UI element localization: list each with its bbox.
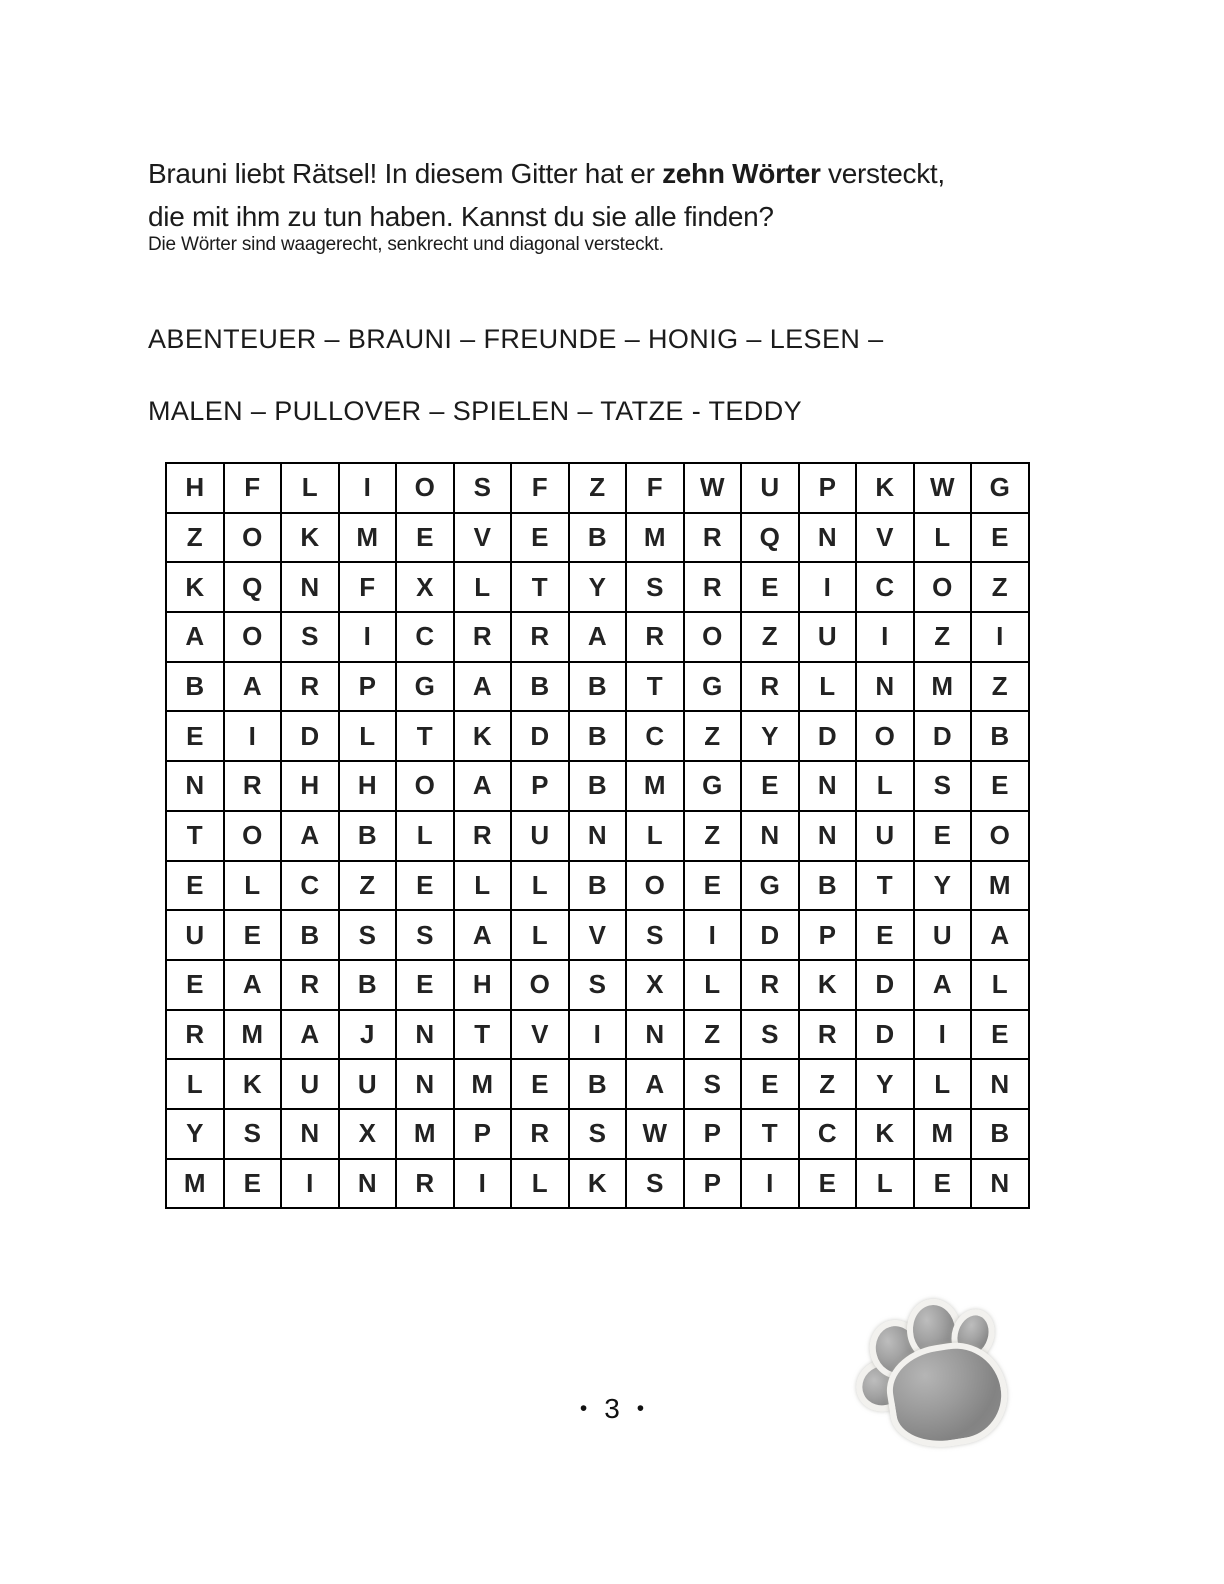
grid-cell: O	[914, 562, 972, 612]
grid-cell: L	[971, 960, 1029, 1010]
grid-cell: Z	[971, 662, 1029, 712]
grid-cell: E	[914, 811, 972, 861]
grid-cell: R	[224, 761, 282, 811]
grid-cell: N	[166, 761, 224, 811]
grid-cell: V	[856, 513, 914, 563]
grid-cell: C	[626, 711, 684, 761]
grid-cell: O	[971, 811, 1029, 861]
grid-cell: K	[224, 1059, 282, 1109]
grid-cell: C	[856, 562, 914, 612]
grid-cell: M	[914, 1109, 972, 1159]
grid-row	[166, 960, 1029, 1010]
grid-cell: K	[856, 463, 914, 513]
grid-cell: A	[224, 960, 282, 1010]
grid-cell: O	[684, 612, 742, 662]
grid-cell: R	[454, 811, 512, 861]
grid-cell: L	[454, 562, 512, 612]
grid-cell: B	[569, 662, 627, 712]
grid-cell: E	[856, 910, 914, 960]
grid-cell: Y	[914, 861, 972, 911]
grid-cell: B	[569, 1059, 627, 1109]
grid-cell: N	[799, 761, 857, 811]
grid-cell: P	[511, 761, 569, 811]
grid-row	[166, 1109, 1029, 1159]
grid-cell: N	[971, 1059, 1029, 1109]
grid-cell: O	[396, 761, 454, 811]
grid-cell: P	[339, 662, 397, 712]
grid-cell: O	[626, 861, 684, 911]
grid-cell: E	[224, 1159, 282, 1209]
grid-cell: C	[281, 861, 339, 911]
grid-cell: Y	[166, 1109, 224, 1159]
grid-cell: K	[856, 1109, 914, 1159]
grid-cell: L	[914, 513, 972, 563]
grid-cell: W	[684, 463, 742, 513]
grid-cell: J	[339, 1010, 397, 1060]
grid-cell: I	[224, 711, 282, 761]
grid-cell: N	[569, 811, 627, 861]
grid-cell: H	[281, 761, 339, 811]
grid-cell: Z	[799, 1059, 857, 1109]
grid-cell: I	[741, 1159, 799, 1209]
grid-cell: M	[339, 513, 397, 563]
grid-cell: M	[166, 1159, 224, 1209]
grid-cell: B	[511, 662, 569, 712]
intro-text-bold: zehn Wörter	[662, 158, 821, 189]
grid-cell: G	[741, 861, 799, 911]
grid-cell: N	[396, 1059, 454, 1109]
grid-cell: G	[684, 662, 742, 712]
grid-cell: Z	[741, 612, 799, 662]
grid-cell: W	[626, 1109, 684, 1159]
grid-cell: M	[224, 1010, 282, 1060]
grid-cell: E	[166, 960, 224, 1010]
grid-cell: O	[224, 612, 282, 662]
grid-cell: E	[971, 1010, 1029, 1060]
grid-cell: O	[511, 960, 569, 1010]
grid-row	[166, 463, 1029, 513]
word-search-grid	[165, 462, 1030, 1209]
grid-cell: F	[511, 463, 569, 513]
grid-cell: D	[741, 910, 799, 960]
grid-cell: P	[799, 463, 857, 513]
word-list-line-1: ABENTEUER – BRAUNI – FREUNDE – HONIG – LESEN –	[148, 324, 884, 354]
page-number: 3	[604, 1393, 620, 1424]
grid-cell: S	[454, 463, 512, 513]
grid-cell: F	[339, 562, 397, 612]
grid-cell: B	[569, 711, 627, 761]
grid-cell: W	[914, 463, 972, 513]
grid-cell: L	[396, 811, 454, 861]
grid-cell: B	[569, 861, 627, 911]
grid-row	[166, 1059, 1029, 1109]
grid-cell: I	[454, 1159, 512, 1209]
grid-cell: U	[166, 910, 224, 960]
grid-cell: Z	[684, 811, 742, 861]
grid-cell: K	[281, 513, 339, 563]
grid-cell: T	[511, 562, 569, 612]
grid-cell: L	[914, 1059, 972, 1109]
grid-cell: S	[339, 910, 397, 960]
grid-cell: I	[339, 612, 397, 662]
grid-cell: U	[799, 612, 857, 662]
grid-cell: L	[281, 463, 339, 513]
grid-cell: F	[626, 463, 684, 513]
grid-cell: N	[799, 811, 857, 861]
grid-cell: L	[511, 1159, 569, 1209]
grid-cell: O	[856, 711, 914, 761]
grid-cell: M	[396, 1109, 454, 1159]
intro-text-line2: die mit ihm zu tun haben. Kannst du sie alle finden?	[148, 201, 774, 232]
grid-cell: K	[166, 562, 224, 612]
grid-cell: U	[281, 1059, 339, 1109]
grid-cell: C	[396, 612, 454, 662]
grid-cell: P	[684, 1109, 742, 1159]
grid-cell: G	[396, 662, 454, 712]
grid-cell: E	[799, 1159, 857, 1209]
grid-cell: S	[626, 562, 684, 612]
grid-row	[166, 662, 1029, 712]
grid-cell: L	[856, 1159, 914, 1209]
grid-cell: S	[684, 1059, 742, 1109]
grid-cell: I	[971, 612, 1029, 662]
grid-cell: U	[741, 463, 799, 513]
grid-cell: I	[569, 1010, 627, 1060]
grid-cell: R	[626, 612, 684, 662]
grid-cell: B	[971, 711, 1029, 761]
grid-cell: S	[914, 761, 972, 811]
grid-cell: I	[914, 1010, 972, 1060]
grid-cell: T	[396, 711, 454, 761]
grid-cell: R	[454, 612, 512, 662]
intro-text-part2: versteckt,	[820, 158, 945, 189]
grid-cell: S	[626, 910, 684, 960]
grid-cell: A	[971, 910, 1029, 960]
grid-cell: B	[281, 910, 339, 960]
grid-cell: D	[799, 711, 857, 761]
grid-row	[166, 761, 1029, 811]
grid-cell: S	[281, 612, 339, 662]
grid-cell: Q	[741, 513, 799, 563]
grid-cell: O	[224, 811, 282, 861]
grid-cell: E	[971, 513, 1029, 563]
grid-cell: N	[741, 811, 799, 861]
grid-cell: S	[569, 1109, 627, 1159]
hint-text: Die Wörter sind waagerecht, senkrecht und diagonal versteckt.	[148, 234, 664, 255]
footer-dot-left: •	[579, 1397, 588, 1420]
grid-cell: S	[569, 960, 627, 1010]
grid-cell: K	[454, 711, 512, 761]
grid-cell: S	[224, 1109, 282, 1159]
grid-row	[166, 612, 1029, 662]
grid-cell: Z	[971, 562, 1029, 612]
grid-cell: L	[166, 1059, 224, 1109]
grid-cell: L	[224, 861, 282, 911]
grid-cell: M	[971, 861, 1029, 911]
grid-cell: N	[799, 513, 857, 563]
grid-cell: E	[741, 562, 799, 612]
grid-cell: U	[914, 910, 972, 960]
grid-cell: E	[684, 861, 742, 911]
grid-cell: M	[626, 513, 684, 563]
grid-cell: E	[511, 1059, 569, 1109]
grid-cell: E	[971, 761, 1029, 811]
grid-cell: O	[396, 463, 454, 513]
grid-cell: U	[511, 811, 569, 861]
grid-cell: G	[971, 463, 1029, 513]
grid-row	[166, 811, 1029, 861]
grid-cell: L	[856, 761, 914, 811]
grid-cell: Z	[684, 711, 742, 761]
grid-cell: X	[339, 1109, 397, 1159]
grid-cell: D	[511, 711, 569, 761]
word-search-grid-body	[166, 463, 1029, 1208]
grid-cell: R	[684, 562, 742, 612]
grid-cell: P	[454, 1109, 512, 1159]
grid-cell: K	[799, 960, 857, 1010]
grid-cell: I	[281, 1159, 339, 1209]
grid-row	[166, 711, 1029, 761]
grid-cell: B	[569, 761, 627, 811]
grid-cell: I	[799, 562, 857, 612]
grid-row	[166, 513, 1029, 563]
grid-cell: S	[741, 1010, 799, 1060]
grid-cell: U	[856, 811, 914, 861]
grid-cell: P	[684, 1159, 742, 1209]
grid-cell: Z	[166, 513, 224, 563]
grid-cell: P	[799, 910, 857, 960]
grid-cell: R	[281, 662, 339, 712]
grid-cell: L	[626, 811, 684, 861]
grid-cell: E	[396, 513, 454, 563]
grid-cell: M	[914, 662, 972, 712]
grid-cell: D	[856, 960, 914, 1010]
grid-cell: A	[626, 1059, 684, 1109]
grid-cell: R	[799, 1010, 857, 1060]
grid-cell: A	[281, 1010, 339, 1060]
intro-text	[148, 152, 1128, 238]
grid-cell: U	[339, 1059, 397, 1109]
grid-cell: A	[454, 910, 512, 960]
grid-cell: E	[511, 513, 569, 563]
grid-cell: L	[511, 910, 569, 960]
grid-cell: S	[396, 910, 454, 960]
grid-cell: A	[914, 960, 972, 1010]
grid-cell: X	[626, 960, 684, 1010]
grid-cell: D	[281, 711, 339, 761]
grid-cell: I	[339, 463, 397, 513]
grid-cell: Z	[914, 612, 972, 662]
grid-cell: L	[799, 662, 857, 712]
grid-cell: R	[511, 612, 569, 662]
grid-row	[166, 1159, 1029, 1209]
grid-cell: B	[569, 513, 627, 563]
grid-cell: N	[281, 1109, 339, 1159]
footer-dot-right: •	[636, 1397, 645, 1420]
grid-cell: N	[396, 1010, 454, 1060]
grid-cell: H	[454, 960, 512, 1010]
grid-cell: C	[799, 1109, 857, 1159]
grid-cell: Z	[684, 1010, 742, 1060]
grid-cell: E	[396, 861, 454, 911]
grid-cell: M	[626, 761, 684, 811]
grid-cell: V	[569, 910, 627, 960]
grid-cell: V	[511, 1010, 569, 1060]
grid-cell: E	[224, 910, 282, 960]
grid-row	[166, 861, 1029, 911]
grid-cell: L	[454, 861, 512, 911]
grid-cell: E	[166, 711, 224, 761]
grid-cell: I	[684, 910, 742, 960]
grid-cell: R	[281, 960, 339, 1010]
grid-cell: A	[224, 662, 282, 712]
grid-cell: A	[281, 811, 339, 861]
grid-cell: B	[339, 811, 397, 861]
grid-cell: L	[511, 861, 569, 911]
grid-cell: S	[626, 1159, 684, 1209]
grid-cell: B	[799, 861, 857, 911]
grid-cell: G	[684, 761, 742, 811]
grid-cell: V	[454, 513, 512, 563]
grid-cell: A	[569, 612, 627, 662]
grid-cell: R	[166, 1010, 224, 1060]
grid-cell: Z	[339, 861, 397, 911]
grid-cell: N	[856, 662, 914, 712]
grid-cell: N	[339, 1159, 397, 1209]
grid-cell: A	[454, 761, 512, 811]
grid-cell: Y	[569, 562, 627, 612]
grid-cell: N	[626, 1010, 684, 1060]
grid-cell: R	[396, 1159, 454, 1209]
grid-cell: E	[741, 761, 799, 811]
grid-cell: I	[856, 612, 914, 662]
grid-cell: H	[166, 463, 224, 513]
grid-cell: F	[224, 463, 282, 513]
grid-cell: M	[454, 1059, 512, 1109]
grid-cell: K	[569, 1159, 627, 1209]
grid-cell: Q	[224, 562, 282, 612]
grid-cell: O	[224, 513, 282, 563]
grid-cell: Z	[569, 463, 627, 513]
grid-cell: B	[339, 960, 397, 1010]
grid-cell: N	[971, 1159, 1029, 1209]
page-footer	[0, 1393, 1224, 1425]
grid-cell: E	[166, 861, 224, 911]
grid-row	[166, 910, 1029, 960]
grid-cell: B	[971, 1109, 1029, 1159]
grid-cell: E	[396, 960, 454, 1010]
grid-cell: T	[741, 1109, 799, 1159]
grid-cell: R	[684, 513, 742, 563]
grid-cell: D	[914, 711, 972, 761]
grid-cell: T	[454, 1010, 512, 1060]
grid-cell: H	[339, 761, 397, 811]
grid-cell: A	[454, 662, 512, 712]
grid-cell: Y	[741, 711, 799, 761]
grid-cell: B	[166, 662, 224, 712]
grid-cell: T	[166, 811, 224, 861]
grid-row	[166, 562, 1029, 612]
grid-cell: Y	[856, 1059, 914, 1109]
grid-row	[166, 1010, 1029, 1060]
grid-cell: E	[914, 1159, 972, 1209]
grid-cell: D	[856, 1010, 914, 1060]
grid-cell: R	[511, 1109, 569, 1159]
grid-cell: E	[741, 1059, 799, 1109]
grid-cell: A	[166, 612, 224, 662]
paw-print-image	[856, 1296, 1011, 1448]
grid-cell: R	[741, 662, 799, 712]
grid-cell: T	[626, 662, 684, 712]
grid-cell: T	[856, 861, 914, 911]
grid-cell: L	[339, 711, 397, 761]
grid-cell: R	[741, 960, 799, 1010]
grid-cell: N	[281, 562, 339, 612]
word-list-line-2: MALEN – PULLOVER – SPIELEN – TATZE - TEDDY	[148, 396, 803, 426]
intro-text-part1: Brauni liebt Rätsel! In diesem Gitter hat er	[148, 158, 663, 189]
grid-cell: X	[396, 562, 454, 612]
grid-cell: L	[684, 960, 742, 1010]
